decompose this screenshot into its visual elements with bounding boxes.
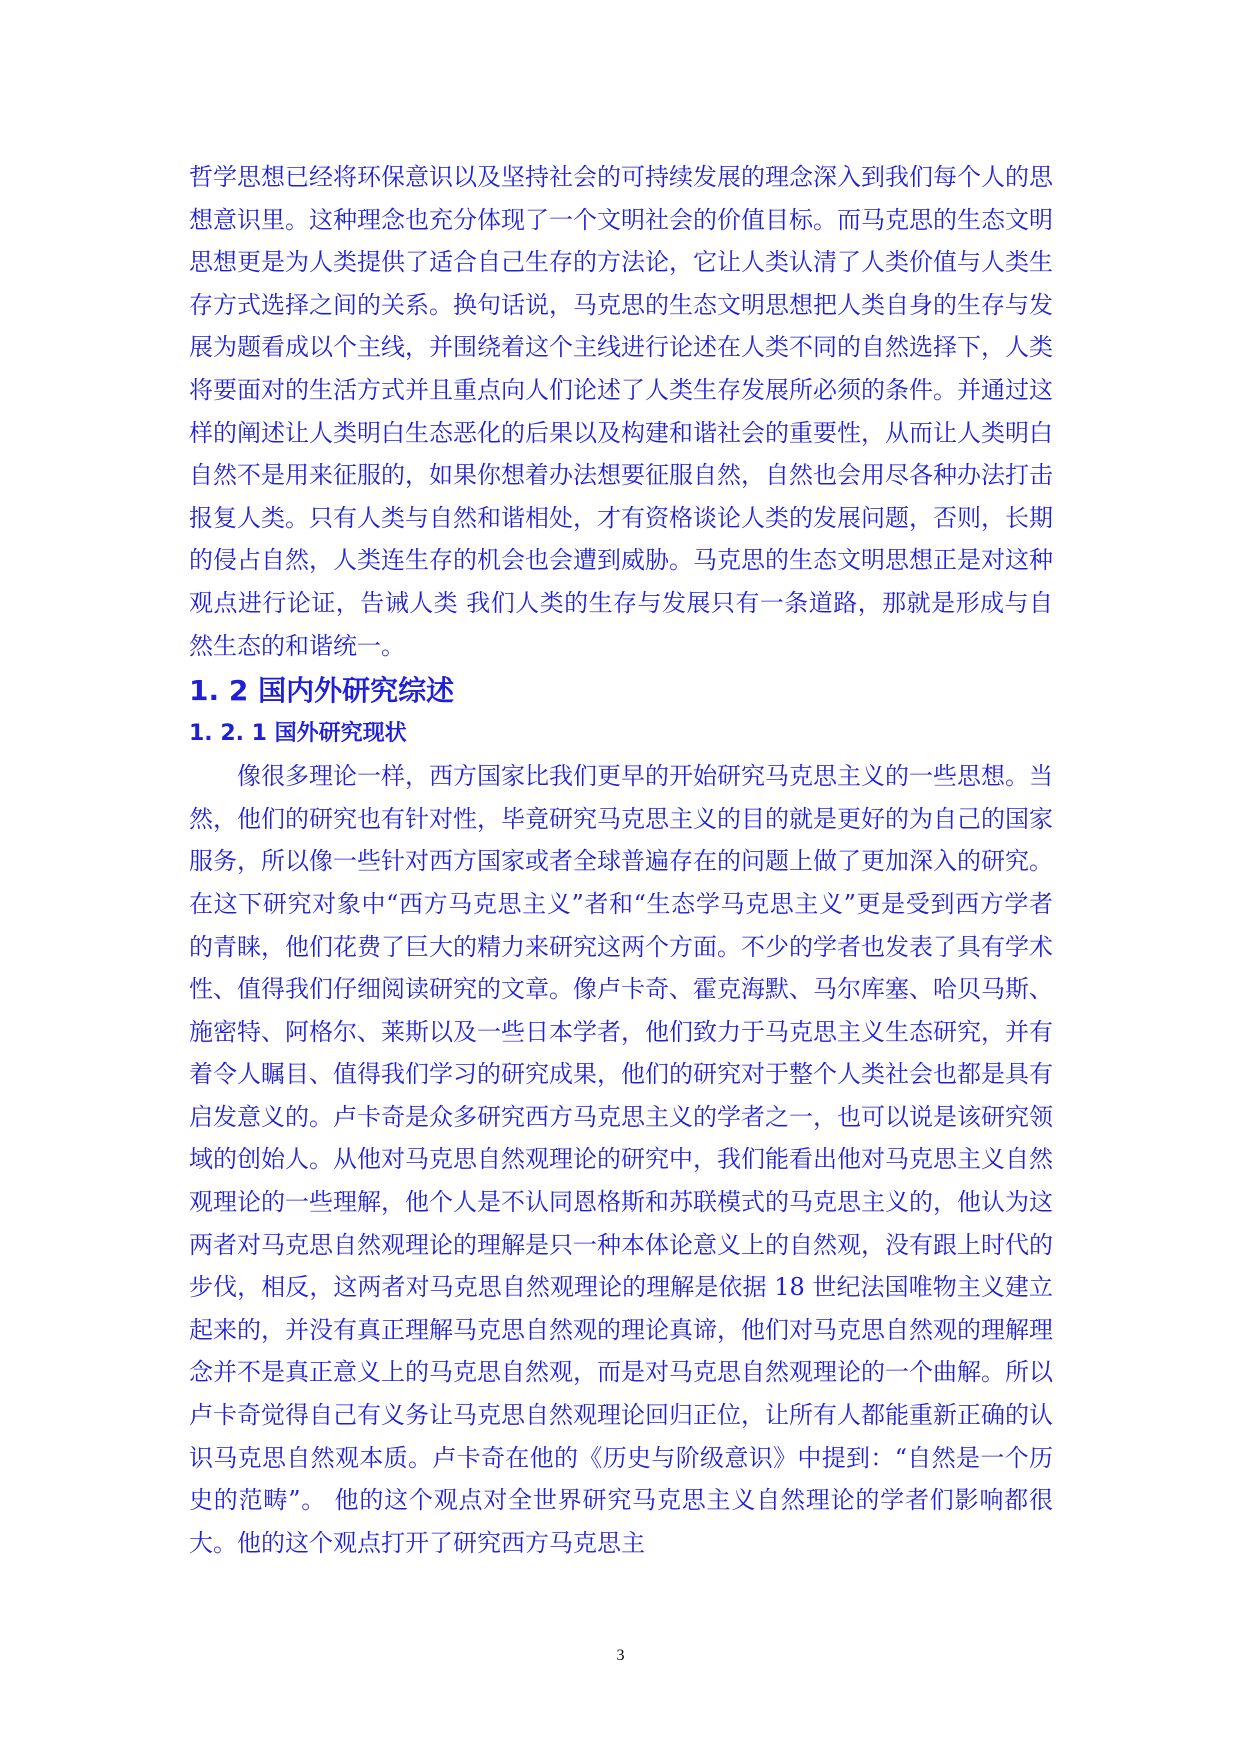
page-content <box>189 156 1053 1564</box>
body-paragraph: 哲学思想已经将环保意识以及坚持社会的可持续发展的理念深入到我们每个人的思想意识里。这种理念也充分体现了一个文明社会的价值目标。而马克思的生态文明思想更是为人类提供了适合自己生存的方法论，它让人类认清了人类价值与人类生存方式选择之间的关系。换句话说，马克思的生态文明思想把人类自身的生存与发展为题看成以个主线，并围绕着这个主线进行论述在人类不同的自然选择下，人类将要面对的生活方式并且重点向人们论述了人类生存发展所必须的条件。并通过这样的阐述让人类明白生态恶化的后果以及构建和谐社会的重要性，从而让人类明白自然不是用来征服的，如果你想着办法想要征服自然，自然也会用尽各种办法打击报复人类。只有人类与自然和谐相处，才有资格谈论人类的发展问题，否则，长期的侵占自然，人类连生存的机会也会遭到威胁。马克思的生态文明思想正是对这种观点进行论证，告诫人类 我们人类的生存与发展只有一条道路，那就是形成与自然生态的和谐统一。 <box>189 163 1053 660</box>
subsection-heading-1-2-1: 1. 2. 1 国外研究现状 <box>189 721 407 747</box>
body-paragraph-foreign-research: 像很多理论一样，西方国家比我们更早的开始研究马克思主义的一些思想。当然，他们的研究也有针对性，毕竟研究马克思主义的目的就是更好的为自己的国家服务，所以像一些针对西方国家或者全球普遍存在的问题上做了更加深入的研究。在这下研究对象中“西方马克思主义”者和“生态学马克思主义”更是受到西方学者的青睐，他们花费了巨大的精力来研究这两个方面。不少的学者也发表了具有学术性、值得我们仔细阅读研究的文章。像卢卡奇、霍克海默、马尔库塞、哈贝马斯、施密特、阿格尔、莱斯以及一些日本学者，他们致力于马克思主义生态研究，并有着令人瞩目、值得我们学习的研究成果，他们的研究对于整个人类社会也都是具有启发意义的。卢卡奇是众多研究西方马克思主义的学者之一，也可以说是该研究领域的创始人。从他对马克思自然观理论的研究中，我们能看出他对马克思主义自然观理论的一些理解，他个人是不认同恩格斯和苏联模式的马克思主义的，他认为这两者对马克思自然观理论的理解是只一种本体论意义上的自然观，没有跟上时代的步伐，相反，这两者对马克思自然观理论的理解是依据 18 世纪法国唯物主义建立起来的，并没有真正理解马克思自然观的理论真谛，他们对马克思自然观的理解理念并不是真正意义上的马克思自然观，而是对马克思自然观理论的一个曲解。所以卢卡奇觉得自己有义务让马克思自然观理论回归正位，让所有人都能重新正确的认识马克思自然观本质。卢卡奇在他的《历史与阶级意识》中提到：“自然是一个历史的范畴”。 他的这个观点对全世界研究马克思主义自然理论的学者们影响都很大。他的这个观点打开了研究西方马克思主 <box>189 762 1053 1557</box>
page-number: 3 <box>616 1647 625 1664</box>
section-heading-1-2: 1. 2 国内外研究综述 <box>189 674 455 708</box>
